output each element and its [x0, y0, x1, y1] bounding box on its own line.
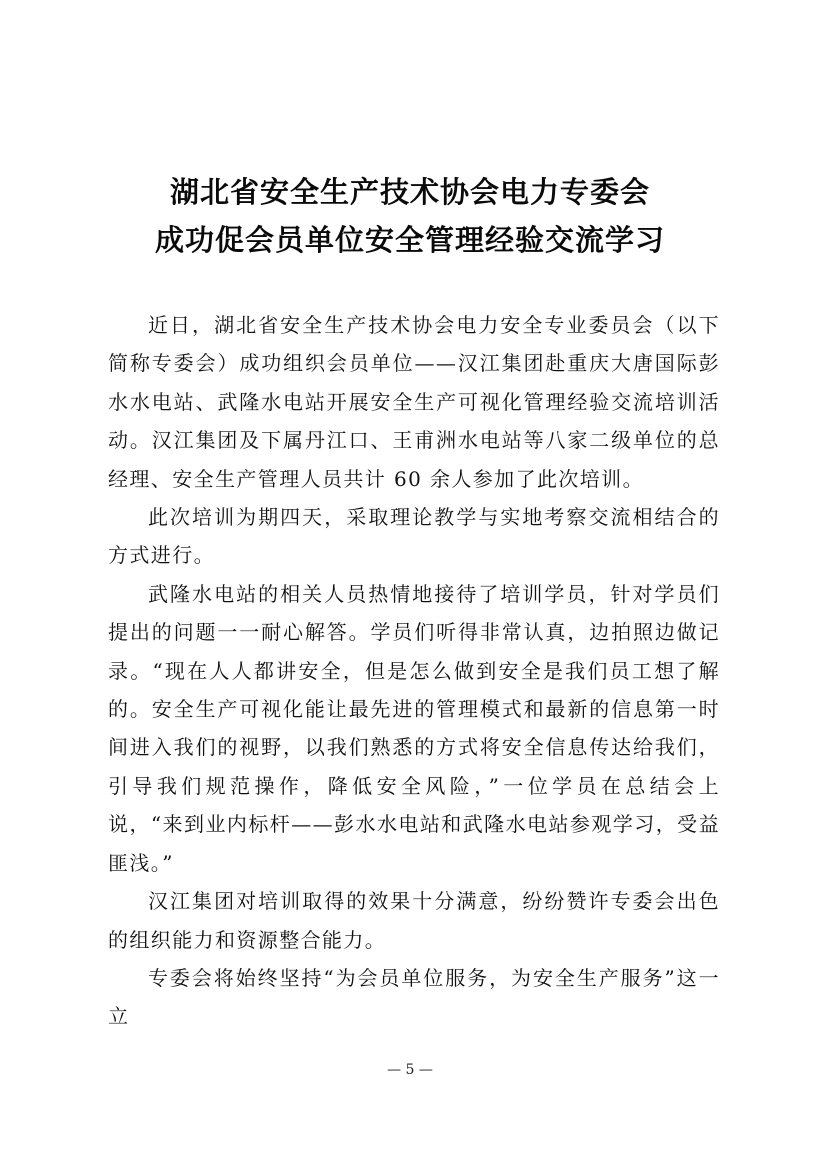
title-line-2: 成功促会员单位安全管理经验交流学习: [154, 223, 665, 257]
paragraph-3: 武隆水电站的相关人员热情地接待了培训学员，针对学员们提出的问题一一耐心解答。学员们听得非常认真，边拍照边做记录。“现在人人都讲安全，但是怎么做到安全是我们员工想了解的。安全生产可视化能让最先进的管理模式和最新的信息第一时间进入我们的视野，以我们熟悉的方式将安全信息传达给我们，引导我们规范操作，降低安全风险，”一位学员在总结会上说，“来到业内标杆——彭水水电站和武隆水电站参观学习，受益匪浅。”: [108, 581, 720, 875]
paragraph-5: 专委会将始终坚持“为会员单位服务，为安全生产服务”这一立: [108, 965, 720, 1029]
document-body: [108, 306, 720, 1036]
paragraph-1: 近日，湖北省安全生产技术协会电力安全专业委员会（以下简称专委会）成功组织会员单位——汉江集团赴重庆大唐国际彭水水电站、武隆水电站开展安全生产可视化管理经验交流培训活动。汉江集团及下属丹江口、王甫洲水电站等八家二级单位的总经理、安全生产管理人员共计 60 余人参加了此次培训。: [108, 313, 720, 491]
title-line-1: 湖北省安全生产技术协会电力专委会: [169, 175, 650, 209]
paragraph-4: 汉江集团对培训取得的效果十分满意，纷纷赞许专委会出色的组织能力和资源整合能力。: [108, 889, 720, 952]
document-title: [0, 168, 820, 264]
page-number: — 5 —: [387, 1062, 433, 1078]
paragraph-2: 此次培训为期四天，采取理论教学与实地考察交流相结合的方式进行。: [108, 505, 720, 568]
